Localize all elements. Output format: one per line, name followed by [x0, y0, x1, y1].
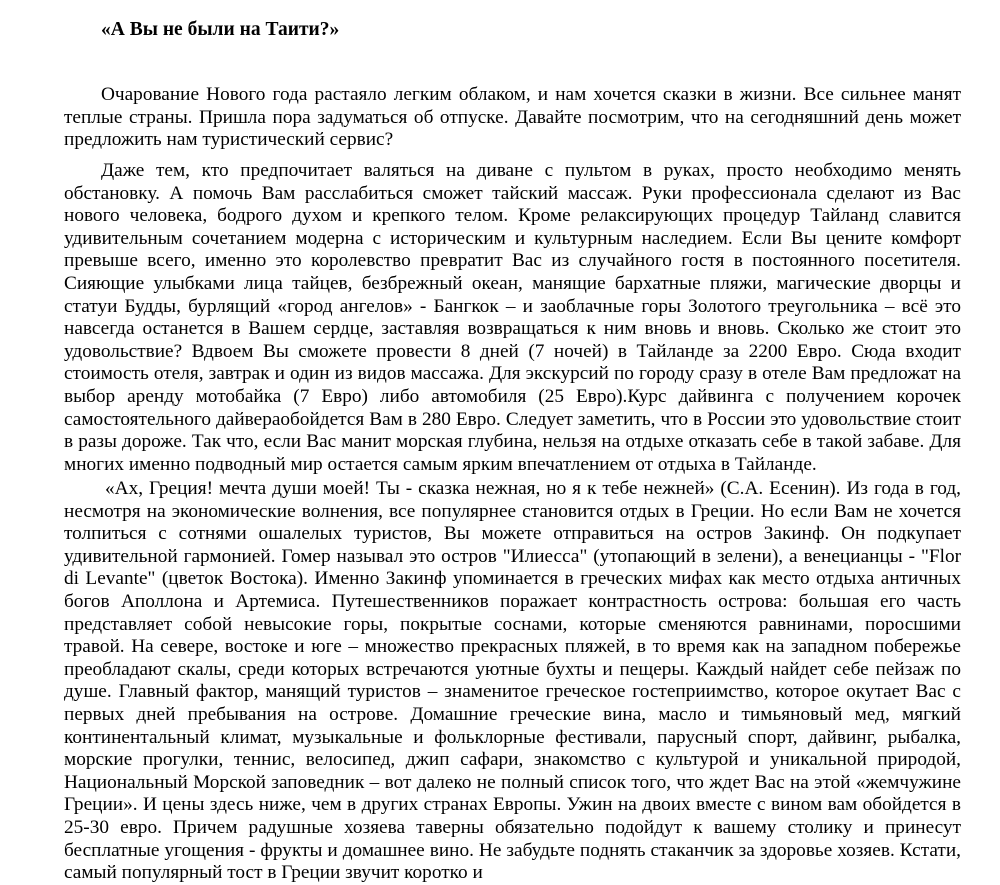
paragraph-thailand: Даже тем, кто предпочитает валяться на диване с пультом в руках, просто необходимо менять обстановку. А помочь Вам расслабиться сможет тайский массаж. Руки профессионала сделают из Вас нового человека, бодрого духом и крепкого телом. Кроме релаксирующих процедур Тайланд славится удивительным сочетанием модерна с историческим и культурным наследием. Если Вы цените комфорт превыше всего, именно это королевство превратит Вас из случайного гостя в постоянного посетителя. Сияющие улыбками лица тайцев, безбрежный океан, манящие бархатные пляжи, магические дворцы и статуи Будды, бурлящий «город ангелов» - Бангкок – и заоблачные горы Золотого треугольника – всё это навсегда останется в Вашем сердце, заставляя возвращаться к ним вновь и вновь. Сколько же стоит это удовольствие? Вдвоем Вы сможете провести 8 дней (7 ночей) в Тайланде за 2200 Евро. Сюда входит стоимость отеля, завтрак и один из видов массажа. Для экскурсий по городу сразу в отеле Вам предложат на выбор аренду мотобайка (7 Евро) либо автомобиля (25 Евро).Курс дайвинга с получением корочек самостоятельного дайвераобойдется Вам в 280 Евро. Следует заметить, что в России это удовольствие стоит в разы дороже. Так что, если Вас манит морская глубина, нельзя на отдыхе отказать себе в такой забаве. Для многих именно подводный мир остается самым ярким впечатлением от отдыха в Тайланде. — [64, 160, 961, 475]
paragraph-greece: «Ах, Греция! мечта души моей! Ты - сказка нежная, но я к тебе нежней» (С.А. Есенин). Из года в год, несмотря на экономические волнения, все популярнее становится отдых в Греции. Но если Вам не хочется толпиться с сотнями ошалелых туристов, Вы можете отправиться на остров Закинф. Он подкупает удивительной гармонией. Гомер называл это остров "Илиесса" (утопающий в зелени), а венецианцы - "Flor di Levante" (цветок Востока). Именно Закинф упоминается в греческих мифах как место отдыха античных богов Аполлона и Артемиса. Путешественников поражает контрастность острова: большая его часть представляет собой невысокие горы, покрытые соснами, которые сменяются равнинами, поросшими травой. На севере, востоке и юге – множество прекрасных пляжей, в то время как на западном побережье преобладают скалы, среди которых встречаются уютные бухты и пещеры. Каждый найдет себе пейзаж по душе. Главный фактор, манящий туристов – знаменитое греческое гостеприимство, которое окутает Вас с первых дней пребывания на острове. Домашние греческие вина, масло и тимьяновый мед, мягкий континентальный климат, музыкальные и фольклорные фестивали, парусный спорт, дайвинг, рыбалка, морские прогулки, теннис, велосипед, джип сафари, знакомство с культурой и уникальной природой, Национальный Морской заповедник – вот далеко не полный список того, что ждет Вас на этой «жемчужине Греции». И цены здесь ниже, чем в других странах Европы. Ужин на двоих вместе с вином вам обойдется в 25-30 евро. Причем радушные хозяева таверны обязательно подойдут к вашему столику и принесут бесплатные угощения - фрукты и домашнее вино. Не забудьте поднять стаканчик за здоровье хозяев. Кстати, самый популярный тост в Греции звучит коротко и — [64, 478, 961, 884]
paragraph-intro: Очарование Нового года растаяло легким облаком, и нам хочется сказки в жизни. Все сильнее манят теплые страны. Пришла пора задуматься об отпуске. Давайте посмотрим, что на сегодняшний день может предложить нам туристический сервис? — [64, 84, 961, 151]
article-title: «А Вы не были на Таити?» — [101, 19, 340, 40]
